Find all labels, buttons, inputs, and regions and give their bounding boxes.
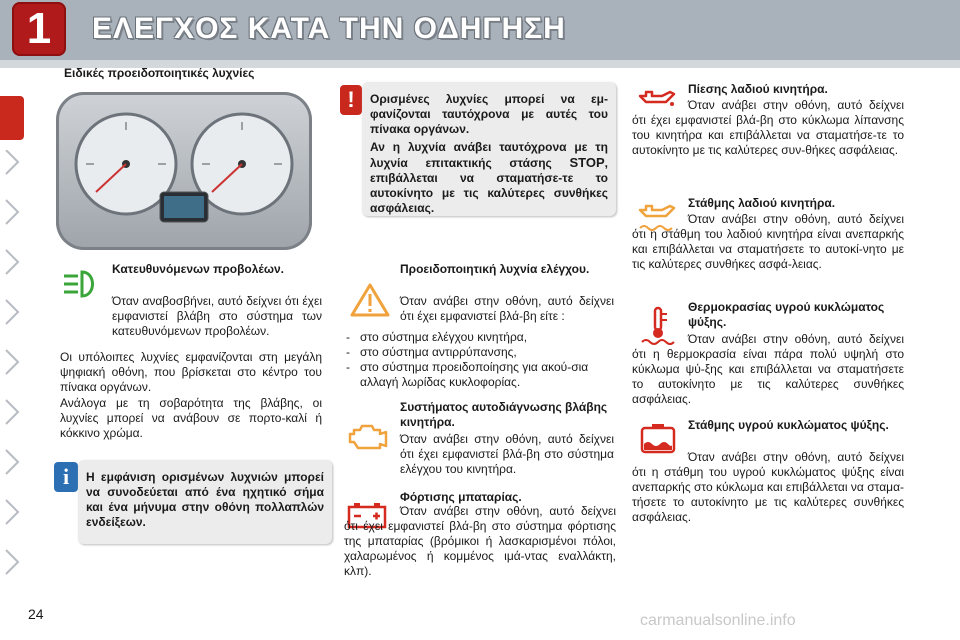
- battery-text: Όταν ανάβει στην οθόνη, αυτό δείχνει ότι έχει εμφανιστεί βλά-βη στο σύστημα φόρτισης της μπαταρίας (βρόμικοι ή λασκαρισμένοι πόλοι, χαλαρωμένος ή κομμένος ιμά-ντας εναλλάκτη, κλπ).: [344, 504, 616, 578]
- other-lamps-text: Οι υπόλοιπες λυχνίες εμφανίζονται στη μεγάλη ψηφιακή οθόνη, που βρίσκεται στο κέντρο του πίνακα οργάνων.: [60, 350, 322, 394]
- warning-text-2-post: , επιβάλλεται να σταματήσε-τε το αυτοκίνητο με τις καλύτερες συνθήκες ασφάλειας.: [370, 156, 608, 215]
- watermark: carmanualsonline.info: [640, 612, 796, 629]
- warning-text-1: Ορισμένες λυχνίες μπορεί να εμ-φανίζονται ταυτόχρονα με αυτές του πίνακα οργάνων.: [370, 92, 608, 136]
- severity-text: Ανάλογα με τη σοβαρότητα της βλάβης, οι λυχνίες μπορεί να ανάβουν σε πορτο-καλί ή κόκκινο χρώμα.: [60, 396, 322, 440]
- oil-level-text: Όταν ανάβει στην οθόνη, αυτό δείχνει ότι η στάθμη του λαδιού κινητήρα είναι ανεπαρκής και επιβάλλεται να σταματήσετε το αυτοκί-νητο με τις καλύτερες συνθήκες ασφά-λειας.: [632, 212, 904, 271]
- warning-lamp-title: Προειδοποιητική λυχνία ελέγχου.: [400, 262, 590, 276]
- engine-text: Όταν ανάβει στην οθόνη, αυτό δείχνει ότι έχει εμφανιστεί βλά-βη στο σύστημα ελέγχου του κινητήρα.: [400, 432, 614, 476]
- warning-triangle-icon: [350, 282, 390, 318]
- info-marker-icon: i: [54, 462, 78, 492]
- info-box: [78, 460, 332, 544]
- list-item: - στο σύστημα προειδοποίησης για ακού-σια αλλαγή λωρίδας κυκλοφορίας.: [344, 360, 616, 390]
- headlamp-text: Όταν αναβοσβήνει, αυτό δείχνει ότι έχει εμφανιστεί βλάβη στο σύστημα των κατευθυνόμενων προβολέων.: [112, 294, 322, 338]
- warning-lamp-text: Όταν ανάβει στην οθόνη, αυτό δείχνει ότι έχει εμφανιστεί βλά-βη είτε :: [400, 294, 614, 323]
- battery-title: Φόρτισης μπαταρίας.: [400, 490, 522, 504]
- page-number: 24: [28, 606, 44, 622]
- engine-icon: [346, 420, 390, 454]
- warning-stop-word: STOP: [569, 155, 605, 170]
- coolant-level-text: Όταν ανάβει στην οθόνη, αυτό δείχνει ότι η στάθμη του υγρού κυκλώματος ψύξης είναι ανεπαρκής στο κύκλωμα και επιβάλλεται να σταμα-τήσετε το αυτοκίνητο με τις καλύτερες συνθήκες ασφάλειας.: [632, 450, 904, 524]
- directional-headlamp-icon: [60, 268, 100, 302]
- coolant-temperature-title: Θερμοκρασίας υγρού κυκλώματος ψύξης.: [688, 300, 885, 329]
- list-item: - στο σύστημα αντιρρύπανσης,: [344, 345, 616, 360]
- oil-pressure-title: Πίεσης λαδιού κινητήρα.: [688, 82, 828, 96]
- section-title: Ειδικές προειδοποιητικές λυχνίες: [64, 66, 255, 80]
- warning-text-2-pre: Αν η λυχνία ανάβει ταυτόχρονα με τη λυχνία επιτακτικής στάσης: [370, 140, 608, 170]
- list-item: - στο σύστημα ελέγχου κινητήρα,: [344, 330, 616, 345]
- page-title: ΕΛΕΓΧΟΣ ΚΑΤΑ ΤΗΝ ΟΔΗΓΗΣΗ: [92, 12, 566, 45]
- warning-lamp-list: [344, 330, 616, 390]
- headlamp-title: Κατευθυνόμενων προβολέων.: [112, 262, 284, 276]
- instrument-cluster-drawing: [56, 92, 312, 250]
- oil-level-title: Στάθμης λαδιού κινητήρα.: [688, 196, 836, 210]
- warning-box: [362, 82, 616, 216]
- engine-title: Συστήματος αυτοδιάγνωσης βλάβης κινητήρα.: [400, 400, 608, 429]
- coolant-temperature-text: Όταν ανάβει στην οθόνη, αυτό δείχνει ότι η θερμοκρασία είναι πάρα πολύ υψηλή στο κύκλωμα ψύ-ξης και επιβάλλεται να σταματήσετε το αυτοκίνητο με τις καλύτερες συνθήκες ασφάλειας.: [632, 332, 904, 406]
- warning-marker-icon: !: [340, 85, 362, 115]
- coolant-level-title: Στάθμης υγρού κυκλώματος ψύξης.: [688, 418, 889, 432]
- warning-text-2: [370, 140, 608, 216]
- instrument-cluster-image: [56, 92, 312, 250]
- chapter-tab: [0, 96, 24, 140]
- oil-pressure-text: Όταν ανάβει στην οθόνη, αυτό δείχνει ότι έχει εμφανιστεί βλά-βη στο κύκλωμα λίπανσης του κινητήρα και επιβάλλεται να σταματήσε-τε το αυτοκίνητο με τις καλύτερες συν-θήκες ασφάλειας.: [632, 98, 904, 157]
- edge-chevrons: [0, 150, 26, 620]
- chapter-number: 1: [12, 2, 66, 56]
- info-text: Η εμφάνιση ορισμένων λυχνιών μπορεί να συνοδεύεται από ένα ηχητικό σήμα και ένα μήνυμα στην οθόνη πολλαπλών ενδείξεων.: [86, 470, 324, 529]
